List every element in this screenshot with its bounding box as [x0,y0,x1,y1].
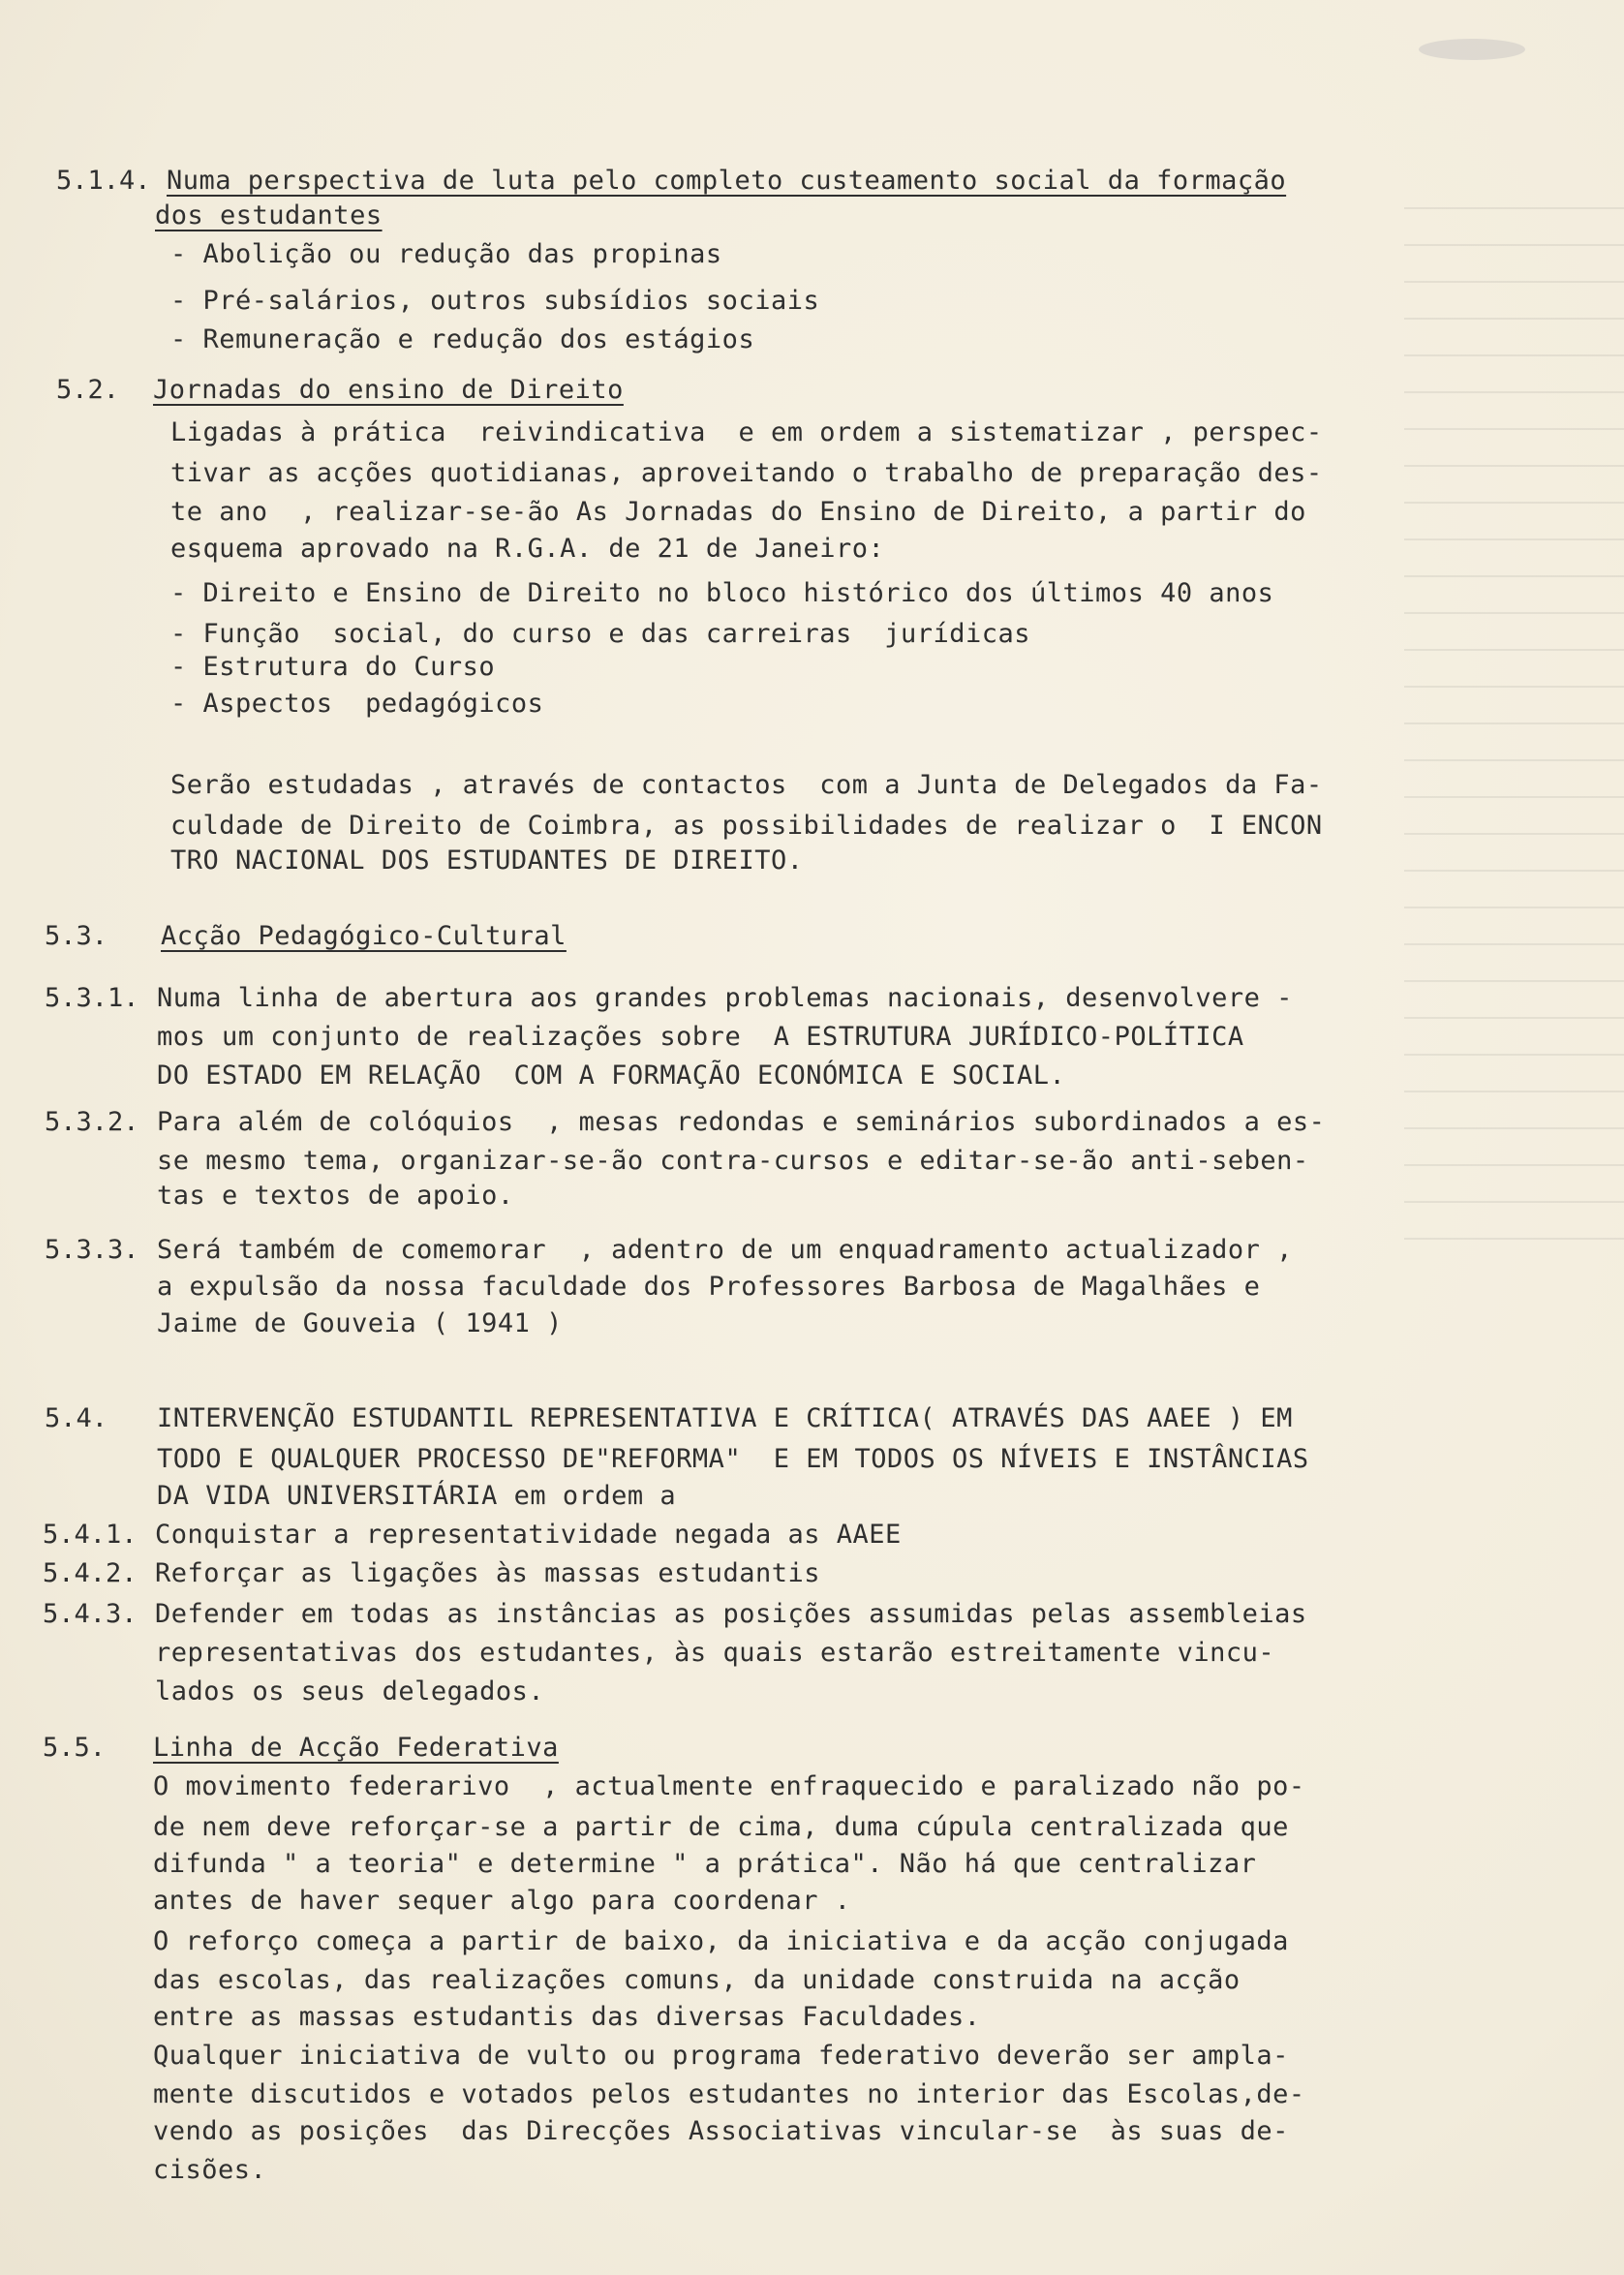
subsection-number: 5.3.3. [45,1235,139,1265]
section-number: 5.4. [45,1403,108,1433]
paragraph-line: difunda " a teoria" e determine " a prática". Não há que centralizar [153,1849,1257,1879]
list-item: - Estrutura do Curso [170,652,496,682]
paragraph-line: Reforçar as ligações às massas estudantis [155,1558,820,1588]
list-item: - Direito e Ensino de Direito no bloco histórico dos últimos 40 anos [170,578,1274,608]
paragraph-line: TODO E QUALQUER PROCESSO DE"REFORMA" E EM TODOS OS NÍVEIS E INSTÂNCIAS [157,1444,1309,1474]
section-title: Jornadas do ensino de Direito [153,375,624,405]
subsection-number: 5.4.3. [43,1599,138,1629]
paragraph-line: culdade de Direito de Coimbra, as possibilidades de realizar o I ENCON [170,811,1323,841]
section-title: Linha de Acção Federativa [153,1733,559,1763]
paragraph-line: DA VIDA UNIVERSITÁRIA em ordem a [157,1481,677,1511]
section-number: 5.2. [56,375,120,405]
paragraph-line: Qualquer iniciativa de vulto ou programa federativo deverão ser ampla- [153,2041,1289,2071]
paragraph-line: mos um conjunto de realizações sobre A ESTRUTURA JURÍDICO-POLÍTICA [157,1022,1244,1052]
section-title: Numa perspectiva de luta pelo completo custeamento social da formação [167,166,1287,196]
paragraph-line: cisões. [153,2155,267,2185]
paragraph-line: O reforço começa a partir de baixo, da iniciativa e da acção conjugada [153,1926,1289,1956]
paper-stain [1419,39,1525,60]
paragraph-line: representativas dos estudantes, às quais estarão estreitamente vincu- [155,1638,1275,1668]
paragraph-line: mente discutidos e votados pelos estudantes no interior das Escolas,de- [153,2079,1305,2109]
list-item: - Remuneração e redução dos estágios [170,324,755,354]
paragraph-line: DO ESTADO EM RELAÇÃO COM A FORMAÇÃO ECONÓMICA E SOCIAL. [157,1061,1066,1091]
paragraph-line: esquema aprovado na R.G.A. de 21 de Janeiro: [170,534,885,564]
paragraph-line: antes de haver sequer algo para coordenar . [153,1886,851,1916]
paragraph-line: entre as massas estudantis das diversas Faculdades. [153,2002,981,2032]
paragraph-line: Serão estudadas , através de contactos com a Junta de Delegados da Fa- [170,770,1323,800]
paragraph-line: Jaime de Gouveia ( 1941 ) [157,1308,563,1338]
section-number: 5.3. [45,921,108,951]
paragraph-line: tas e textos de apoio. [157,1181,514,1211]
section-title: Acção Pedagógico-Cultural [161,921,567,951]
subsection-number: 5.4.2. [43,1558,138,1588]
paragraph-line: TRO NACIONAL DOS ESTUDANTES DE DIREITO. [170,845,804,876]
list-item: - Abolição ou redução das propinas [170,239,722,269]
paragraph-line: vendo as posições das Direcções Associativas vincular-se às suas de- [153,2116,1289,2146]
paragraph-line: tivar as acções quotidianas, aproveitando o trabalho de preparação des- [170,458,1323,488]
paragraph-line: INTERVENÇÃO ESTUDANTIL REPRESENTATIVA E CRÍTICA( ATRAVÉS DAS AAEE ) EM [157,1403,1293,1433]
paragraph-line: das escolas, das realizações comuns, da unidade construida na acção [153,1965,1241,1995]
list-item: - Pré-salários, outros subsídios sociais [170,286,820,316]
paragraph-line: de nem deve reforçar-se a partir de cima, duma cúpula centralizada que [153,1812,1289,1842]
paragraph-line: O movimento federarivo , actualmente enfraquecido e paralizado não po- [153,1771,1305,1801]
paragraph-line: Conquistar a representatividade negada as AAEE [155,1520,902,1550]
paragraph-line: Ligadas à prática reivindicativa e em ordem a sistematizar , perspec- [170,417,1323,447]
bleed-through-text [1404,174,1624,1240]
paragraph-line: te ano , realizar-se-ão As Jornadas do Ensino de Direito, a partir do [170,497,1306,527]
paragraph-line: Será também de comemorar , adentro de um enquadramento actualizador , [157,1235,1293,1265]
subsection-number: 5.3.1. [45,983,139,1013]
section-number: 5.1.4. [56,166,151,196]
paragraph-line: a expulsão da nossa faculdade dos Professores Barbosa de Magalhães e [157,1272,1261,1302]
paragraph-line: se mesmo tema, organizar-se-ão contra-cursos e editar-se-ão anti-seben- [157,1146,1309,1176]
subsection-number: 5.4.1. [43,1520,138,1550]
subsection-number: 5.3.2. [45,1107,139,1137]
paragraph-line: Defender em todas as instâncias as posições assumidas pelas assembleias [155,1599,1307,1629]
paragraph-line: Numa linha de abertura aos grandes problemas nacionais, desenvolvere - [157,983,1293,1013]
section-number: 5.5. [43,1733,107,1763]
list-item: - Função social, do curso e das carreiras jurídicas [170,619,1031,649]
section-title-cont: dos estudantes [155,200,383,231]
paragraph-line: lados os seus delegados. [155,1676,545,1706]
list-item: - Aspectos pedagógicos [170,689,544,719]
paragraph-line: Para além de colóquios , mesas redondas e seminários subordinados a es- [157,1107,1326,1137]
